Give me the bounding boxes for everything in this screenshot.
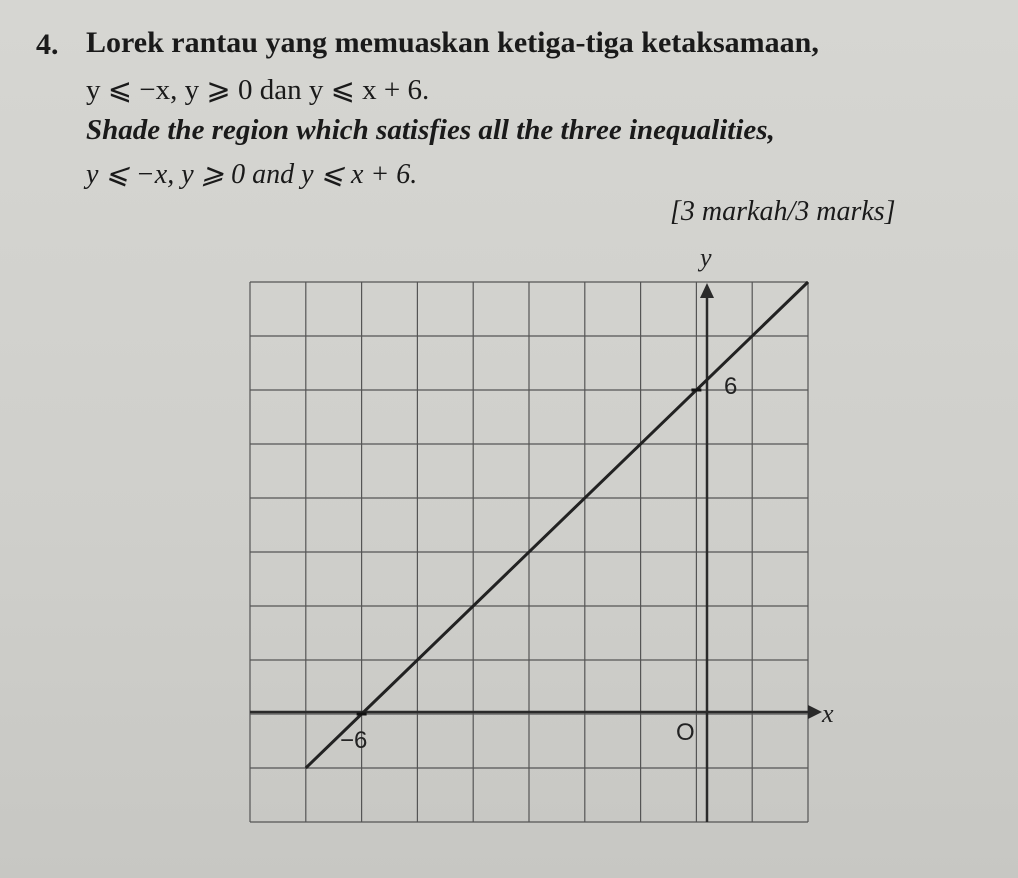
origin-label: O — [676, 719, 695, 746]
series-line-0 — [306, 282, 808, 768]
y-intercept-label: 6 — [724, 373, 738, 400]
y-axis-label: y — [700, 243, 712, 272]
inequalities-malay: y ⩽ −x, y ⩾ 0 dan y ⩽ x + 6. — [86, 74, 430, 106]
question-number: 4. — [36, 28, 59, 61]
x-intercept-label: −6 — [340, 727, 368, 754]
inequalities-english: y ⩽ −x, y ⩾ 0 and y ⩽ x + 6. — [86, 159, 418, 190]
y-axis-arrow — [700, 283, 714, 298]
question-text-malay: Lorek rantau yang memuaskan ketiga-tiga ketaksamaan, — [86, 26, 819, 59]
x-axis-arrow — [808, 705, 822, 719]
marks-allocation: [3 markah/3 marks] — [670, 196, 896, 227]
x-axis-label: x — [822, 699, 834, 728]
plot-lines — [306, 282, 808, 768]
question-text-english: Shade the region which satisfies all the three inequalities, — [86, 114, 775, 146]
